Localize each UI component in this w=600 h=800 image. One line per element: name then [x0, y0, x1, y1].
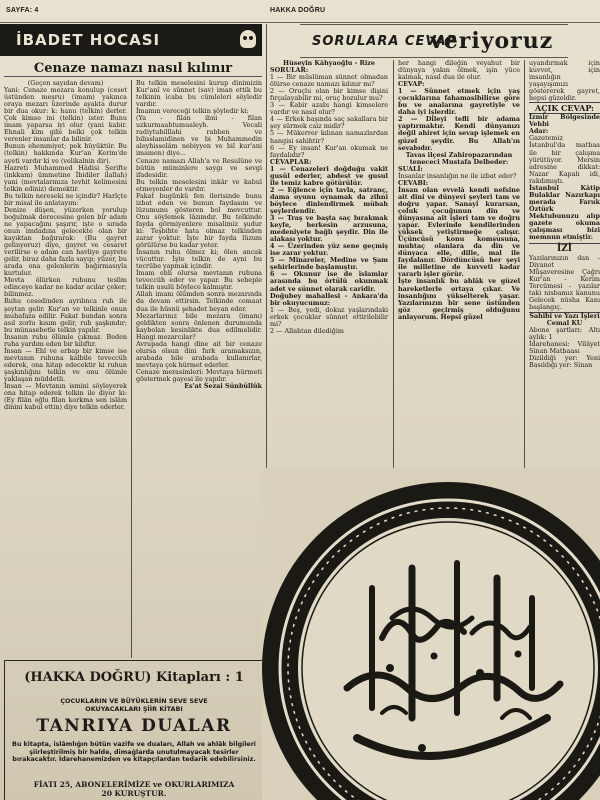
ad-price	[5, 780, 263, 798]
paragraph: (Ya - filan ibni - filan uzkurmaahtumualeyh. Vecali radiytubilllahi rabben ve bilisslamidinen ve bi Muhammedin aleyhisselâm nebiyyen ve bil kur'ani imamen) diye...	[136, 114, 262, 158]
question: 1 — Bir müslüman sünnet olmadan ölürse cenaze namazı kılınır mı?	[270, 73, 388, 89]
answer: 2 — Eğlence için tavla, satranç, dama oyunu oynamak da zihni böylece dinlendirmek mübah şeylerdendir.	[270, 185, 388, 215]
paragraph: Mevta ölürken ruhunu teslim edinceye kadar ne kadar acılar çeker; bilinmez.	[4, 276, 127, 299]
paragraph: Allah imanı ölümden sonra mezarında da devam ettirsin. Telkinde cemaat dua ile hüsnü şehadet beyan eder.	[136, 290, 262, 313]
question: İnsanlar insanlığın ne ile izbat eder?	[398, 171, 517, 180]
section-label: AÇIK CEVAP:	[529, 102, 600, 114]
publisher-info: Sahibi ve Yazı İşleri Cemal KU	[529, 311, 600, 327]
ad-subtitle	[5, 697, 263, 713]
section-label: İZİ	[529, 243, 600, 255]
answer: 6 — Okunur ise de islamlar arasında bu örtülü okunmak adet ve sünnet olarak caridir.	[270, 270, 388, 293]
paragraph: Bu telkin nereseki ne içindir? Harîçte bir misal ile anlatayım:	[4, 191, 127, 207]
article-column-1	[4, 80, 127, 658]
section-label: SUALİ:	[398, 164, 423, 173]
question: 4 — Erkek başında saç sakallara bir şey sürmek caiz midir?	[270, 115, 388, 131]
paragraph: İstanbul Kâtip Bulaklar Nazırkapı merada Faruk Öztürk Mektubunuzu alıp gazete okuma çalışması bizi memnun etmiştir.	[529, 183, 600, 242]
calligraphy-medallion-svg	[262, 468, 600, 800]
answer: İşte insanlık bu ahlâk ve güzel hareketlerle ortaya çıkar. Ve insanlığını yükselterek yaşar. Yazılarınızın bir sene üstünden göz geçirmiş olduğunu anlayorum. Hepsi güzel	[398, 277, 520, 321]
paragraph: Bunun ehemmiyet; pek büyüktür. Bu (telkin) hakkında Kur'an Kerim'de ayeti vardır ki ve (velikalnin dir).	[4, 142, 127, 165]
paragraph: Cenaze namazı Allah'a ve Resulüne ve bütün müminlere saygı ve sevgi ifadesidir.	[136, 156, 262, 179]
answer: İnsan olan evvelâ kendi nefsine ait dini ve dünyevi şeyleri tam ve doğru yapar. Sanayi kurarsan, çoluk çocuğunun din ve dünyasına ait işleri tam ve doğru yapar. Evlerinde kendilerinden yüksek yetiştirmeğe çalışır. Üçüncüsü konu komşusuna, muhtaç olanlara da din ve dünyaca elle, dille, mal ile faydalanır. Dördüncüsü her şeyi ile milletine de kuvveti kadar yararlı işler görür.	[398, 185, 520, 279]
section-label: CEVAP:	[398, 80, 425, 89]
questioner-name: Doğubey mahallesi - Ankara'da bir okuyucumuz:	[270, 291, 388, 307]
question: her hangi dileğin veyahut bir dünyaya yakın ölmek, işin yüce kalmak, nasıl dua ile olur.	[398, 60, 520, 82]
veriyoruz-title: veriyoruz	[430, 28, 554, 54]
paragraph: Yazılarınızın dan - Diyanet Müşaveresine Çağrı Kur'an - Kerim Tercümesi - yazılar taki nisbamız kanunu Gelecek nüsha Kanı başlangıç.	[529, 254, 600, 312]
ad-price-line: FİATI 25, ABONELERİMİZE ve OKURLARIMIZA	[33, 780, 235, 789]
calligraphy-medallion-image	[262, 468, 600, 800]
question: 5 — Mükerrer kılınan namazlardan hangisi sahihtir?	[270, 129, 388, 145]
ibadet-hocasi-title: İBADET HOCASI	[16, 31, 161, 49]
paragraph: Adar:	[529, 127, 549, 136]
paragraph: uyandırmak için kuvvet, için insanlığın yaşayışımızı göstererek gayret, hepsi güzeldir.	[529, 60, 600, 103]
answer: 1 — Cenazeleri doğduğu vakit gusül ederler, abdest ve gusul ile temiz kabre götürülür.	[270, 164, 388, 187]
questioner-name: Tavas ilçesi Zahiropazarından tenececi Mustafa Delbeder:	[405, 150, 513, 166]
publisher-info: Dizildiği yer: Yeni Basıldığı yer: Sinan	[529, 353, 600, 369]
ad-body: Bu kitapta, islâmlığın bütün vazife ve duaları, Allah ve ahlâk bilgileri şiirleştirilmiş bir halde, dimağlarda unutulmayacak tesirler bırakacaktır. İdarehanemizden ve kitapçılardan tedarik edebilirsiniz.	[12, 741, 256, 763]
paragraph: Yani: Cenaze mezara konulup (ceset üstünden meşru) (imam) yakınca oraya mezarı üzerinde ayakta durur bir dua okur: k: hanu (telkin) derler. Çok kimse ini (telkin) ister. Bunu imam yaparsa iyi olur (yani kabir. Ehnali kim gibi belki çok telkin verenler insanlar da bilinir.	[4, 86, 127, 144]
answer: 5 — Minareler, Medine ve Şam şehirlerinde başlamıştır.	[270, 256, 388, 272]
question: 1 — Beş, yedi, dokuz yaşlarındaki erkek çocuklar sünnet ettirilebilir mi?	[270, 305, 388, 328]
skull-icon	[240, 30, 256, 48]
section-label: CEVAPLAR:	[270, 157, 312, 166]
ad-title: (HAKKA DOĞRU) Kitapları : 1	[24, 670, 244, 685]
section-label: CEVABI:	[398, 178, 429, 187]
ad-subtitle-line: ÇOCUKLARIN VE BÜYÜKLERİN SEVE SEVE	[60, 697, 208, 705]
paragraph: İzmir Bölgesinde Vehbi	[529, 113, 600, 129]
paragraph: İnsanın ruhu ölmez ki; ölen ancak vücuttur. İşte telkin de ayni bu tecrübe yapmak içindir.	[136, 248, 262, 271]
qa-column-1	[270, 60, 388, 467]
question: 2 — Oruçlu olan bir kimse dişini fırçalayabilir mi, oruç bozulur mu?	[270, 87, 388, 103]
paragraph: Denize düşen, yüzerken yorulup boğulmak derecesine gelen bir adam ne yapacağını şaşırır, işte o sırada onun imdadına gelecekte olan bir kayıktan bağırarak: (Bu gayret gelinyoruz) diye, gayret ve cesaret verilirse o adam can havliye gayrete gelir, biraz daha fazla sayıp; yüzer, bu arada ona gelenlerin bağırmasıyla kurtulur.	[4, 205, 127, 278]
paragraph: Mezarlarınız bile mezara (imam) geldikten sonra önlenen durumunda kaybolan kesinlikte dua edilmelidir. Hangi mezarcılar?	[136, 311, 262, 341]
masthead-bar	[0, 0, 600, 23]
paragraph: Gazetemiz İstanbul'da matbaa ile bir çalışma yürütüyor. Mersin adresine dikkat: Nazar Kapalı idi, rakdımıştı.	[529, 134, 600, 185]
page-number: SAYFA: 4	[6, 7, 39, 14]
answer: 2 — Dileyi tefli bir adama yaptırmaktır. Kendi dünyanızı değil ahiret için sevap işlemek en güzel şeydir. Bu Allah'ın sevabıdır.	[398, 115, 520, 152]
answer: 3 — Traş ve başta saç bırakmak keyfe, herkesin arzusuna, medeniyete bağlı şeydir. Din ile alakası yoktur.	[270, 214, 388, 244]
paragraph: Avrupada hangi dine ait bir cenaze olursa olsun dini fark aramaksızın, arabada bile arabada kullanırlar, mevtaya çok hürmet ederler.	[136, 339, 262, 369]
publisher-info: İdarehanesi: Vilâyet Sinan Matbaası	[529, 339, 600, 355]
paragraph: İnsanın ruhu ölümle çıkmaz. Beden ruha yardım eden bir kılıftır.	[4, 332, 127, 348]
ad-subtitle-line: OKUYACAKLARI ŞİİR KİTABI	[85, 705, 183, 713]
paragraph: Fakat bugünkü fen ilerisinde bunu izbat eden ve bunun faydasını ve lüzumunu gösteren bol mevcuttur. Onu söylemek lâzımdır. Bu telkinde fayda görmiyenlere misalimiz şudur ki: Teşbihte hata olmaz telkinden zarar yoktur. İşte bir fayda lüzum görülürse bu kadar yeter.	[136, 191, 262, 250]
paragraph: (Geçen sayıdan devam)	[27, 80, 104, 87]
article-column-2	[136, 80, 262, 666]
paragraph: İmam ehli olursa mevtanın ruhuna teveccüh eder ve yapar. Bu sebeple telkin usulü böylece kalmıştır.	[136, 269, 262, 292]
ad-price-line: 20 KURUŞTUR.	[101, 789, 167, 798]
qa-column-2	[398, 60, 520, 467]
answer: 1 — Sünnet etmek için yaş çocuklarına fahamasibilirse göre bu ve analarına gayretiyle ve daha iyi işlerdir.	[398, 87, 520, 117]
paragraph: Cenaze merasimleri: Mevtaya hürmeti göstermek gayesi ile yapılır.	[136, 367, 262, 383]
sorulara-cevap-title: SORULARA CEVAP	[312, 34, 458, 49]
answer: 4 — Üzerinden yüz sene geçmiş ise zarar yoktur.	[270, 242, 388, 258]
publisher-info: Abone şartları: Altı aylık: 1	[529, 325, 600, 341]
paragraph: Bu telkin meselesini inkâr ve kabul etmeyenler de vardır.	[136, 177, 262, 193]
article-headline: Cenaze namazı nasıl kılınır	[33, 61, 233, 76]
paragraph: Bu telkin meselesini kurup dinimizin Kur'anî ve sünnet (sav) iman ettik bu telkinin icaba bu cümleleri söyledir vardır.	[136, 80, 262, 109]
book-advertisement	[4, 660, 264, 800]
headline-divider	[4, 76, 262, 77]
paragraph: Hazreti Muhammed Hâdisi Şerifte (inkkam) ümmetine İbidiler ilallah) yani (mevtalarınıza tevhit kelimesini telkin ediniz) demektir.	[4, 163, 127, 193]
question: 6 — Ey insan! Kur'an okumak ne faydalıdır?	[270, 143, 388, 159]
paragraph: İmamın vereceği telkin şöyledir ki:	[136, 107, 249, 116]
sorulara-cevap-banner	[300, 24, 568, 58]
newspaper-name: HAKKA DOĞRU	[270, 7, 326, 14]
ad-book-title: TANRIYA DUALAR	[36, 716, 232, 736]
questioner-name: Hüseyin Kâhyaoğlu - Rize	[283, 60, 375, 67]
paragraph: İnsan — Mevtanın ismini söyleyerek ona hitap ederek telkin ile diyor ki: (Ey filân oğlu filan korkma sen islâm dinini kabul ettin) diye telkin ederler.	[4, 382, 127, 412]
section-label: SORULAR:	[270, 66, 309, 75]
question: 2 — Allahtan dilediğim	[270, 326, 344, 335]
author-signature: Es'at Sezai Sünbüllük	[184, 382, 262, 391]
column-divider	[131, 80, 132, 658]
paragraph: İnsan — Ehl ve erbap bir kimse ise mevtanın ruhuna kalbile teveccüh ederek, ona hitap edecektir ki ruhun şaşkınlığını telkin ve onu ölümle yaklaşan müddetli.	[4, 346, 127, 383]
paragraph: Ruhu cesedinden ayrılınca ruh ile şeytan gelir. Kur'an ve telkinle onun muhafaza edilir. Fakat bundan sonra asıl zorlu kısım gelir, ruh şaşkındır; bu münasebetle telkin yapılır.	[4, 297, 127, 334]
ibadet-hocasi-banner	[0, 24, 262, 56]
column-divider	[266, 24, 267, 468]
question: 3 — Kabir azabı hangi kimselere vardır ve nasıl olur?	[270, 101, 388, 117]
column-divider	[393, 60, 394, 468]
